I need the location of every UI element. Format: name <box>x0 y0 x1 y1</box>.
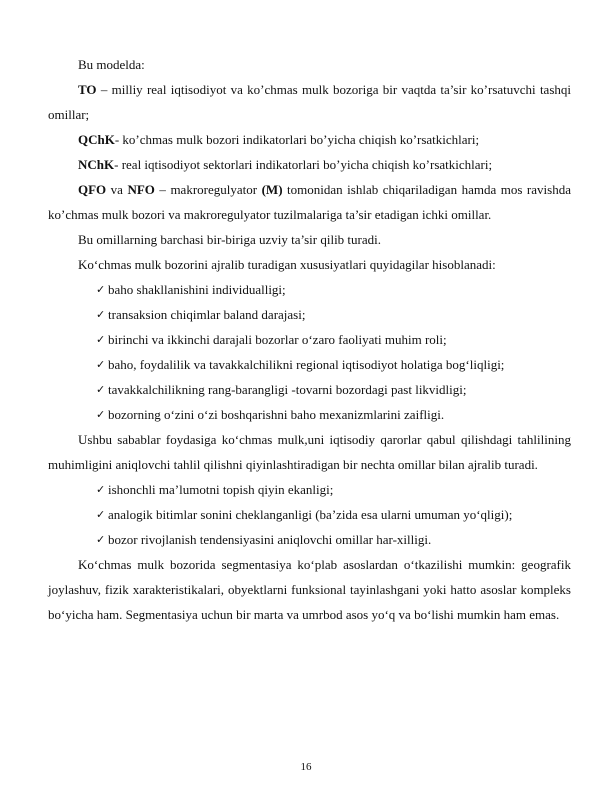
definition-to: TO – milliy real iqtisodiyot va ko’chmas mulk bozoriga bir vaqtda ta’sir ko’rsatuvchi tashqi omillar; <box>48 82 571 122</box>
list-item: ✓ birinchi va ikkinchi darajali bozorlar o‘zaro faoliyati muhim roli; <box>48 327 571 352</box>
checkmark-icon: ✓ <box>96 508 106 521</box>
checkmark-icon: ✓ <box>96 358 106 371</box>
checkmark-icon: ✓ <box>96 408 106 421</box>
list-item: ✓ baho shakllanishini individualligi; <box>48 277 571 302</box>
checkmark-icon: ✓ <box>96 308 106 321</box>
list-item: ✓ bozor rivojlanish tendensiyasini aniqlovchi omillar har-xilligi. <box>48 527 571 552</box>
paragraph-reasons: Ushbu sabablar foydasiga ko‘chmas mulk,uni iqtisodiy qarorlar qabul qilishdagi tahlilining muhimligini aniqlovchi tahlil qilishni qiyinlashtiradigan bir nechta omillar bilan ajralib turadi. <box>48 432 571 472</box>
features-list <box>48 277 571 427</box>
list-item: ✓ tavakkalchilikning rang-barangligi -tovarni bozordagi past likvidligi; <box>48 377 571 402</box>
difficulties-list <box>48 477 571 552</box>
list-item: ✓ bozorning o‘zini o‘zi boshqarishni baho mexanizmlarini zaifligi. <box>48 402 571 427</box>
paragraph-segmentation: Ko‘chmas mulk bozorida segmentasiya ko‘plab asoslardan o‘tkazilishi mumkin: geografik joylashuv, fizik xarakteristikalari, obyektlarni funksional tayinlashgani yoki hatto asoslar kompleks bo‘yicha ham. Segmentasiya uchun bir marta va umrbod asos yo‘q va bo‘lishi mumkin ham emas. <box>48 557 571 622</box>
term-qchk: QChK <box>78 132 115 147</box>
list-item: ✓ transaksion chiqimlar baland darajasi; <box>48 302 571 327</box>
checkmark-icon: ✓ <box>96 533 106 546</box>
list-item: ✓ ishonchli ma’lumotni topish qiyin ekanligi; <box>48 477 571 502</box>
list-item: ✓ analogik bitimlar sonini cheklanganligi (ba’zida esa ularni umuman yo‘qligi); <box>48 502 571 527</box>
checkmark-icon: ✓ <box>96 283 106 296</box>
checkmark-icon: ✓ <box>96 333 106 346</box>
term-to: TO <box>78 82 97 97</box>
definition-nchk: NChK- real iqtisodiyot sektorlari indikatorlari bo’yicha chiqish ko’rsatkichlari; <box>78 157 493 172</box>
document-page <box>48 52 571 627</box>
term-nchk: NChK <box>78 157 115 172</box>
list-item: ✓ baho, foydalilik va tavakkalchilikni regional iqtisodiyot holatiga bog‘liqligi; <box>48 352 571 377</box>
checkmark-icon: ✓ <box>96 483 106 496</box>
intro-line: Bu modelda: <box>78 57 145 72</box>
paragraph-features: Ko‘chmas mulk bozorini ajralib turadigan xususiyatlari quyidagilar hisoblanadi: <box>78 257 496 272</box>
checkmark-icon: ✓ <box>96 383 106 396</box>
page-number: 16 <box>300 761 312 773</box>
paragraph-interrelated: Bu omillarning barchasi bir-biriga uzviy ta’sir qilib turadi. <box>78 232 382 247</box>
definition-qfo-nfo: QFO va NFO – makroregulyator (M) tomonidan ishlab chiqariladigan hamda mos ravishda ko’chmas mulk bozori va makroregulyator tuzilmalariga ta’sir etadigan ichki omillar. <box>48 182 571 222</box>
definition-qchk: QChK- ko’chmas mulk bozori indikatorlari bo’yicha chiqish ko’rsatkichlari; <box>78 132 480 147</box>
